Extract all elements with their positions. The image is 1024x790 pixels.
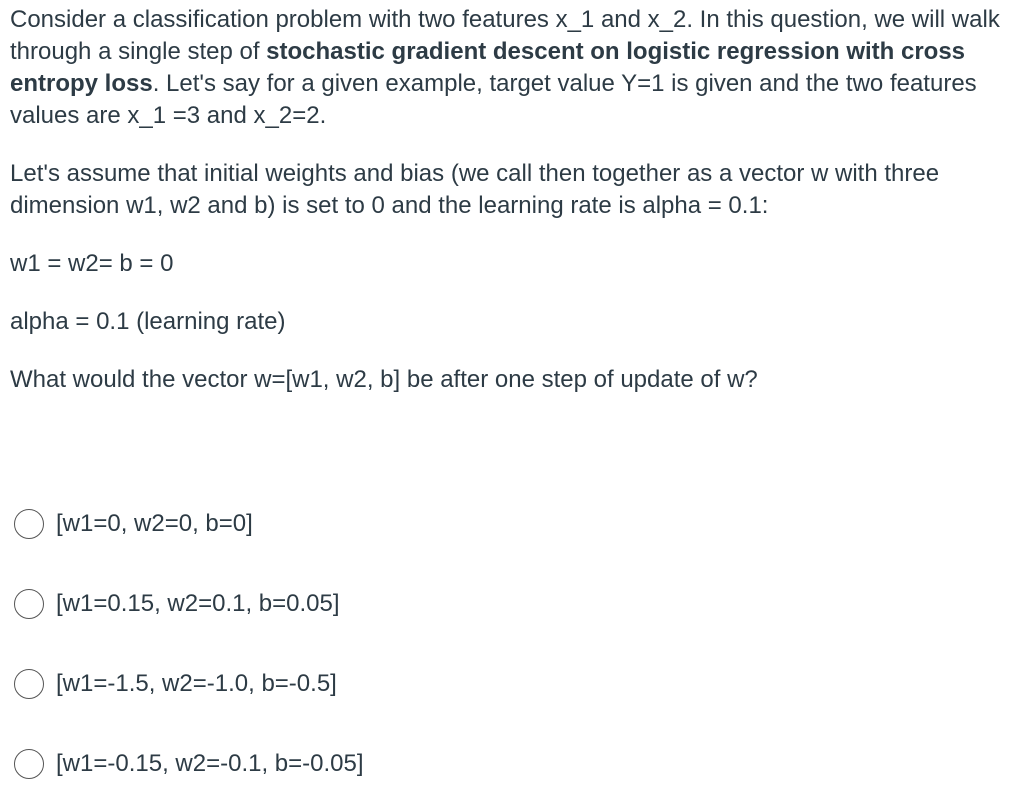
question-paragraph-weights: Let's assume that initial weights and bias (we call then together as a vector w with three dimension w1, w2 and b) is set to 0 and the learning rate is alpha = 0.1: xyxy=(10,160,940,219)
answer-label: [w1=-0.15, w2=-0.1, b=-0.05] xyxy=(56,750,364,777)
answer-option-3[interactable] xyxy=(14,664,914,704)
question-paragraph-intro xyxy=(10,4,1010,132)
radio-button-icon[interactable] xyxy=(14,669,44,699)
intro-text-end: . Let's say for a given example, target value Y=1 is given and the two features values are x_1 =3 and x_2=2. xyxy=(10,70,977,129)
answer-options xyxy=(14,504,914,790)
question-paragraph-init: w1 = w2= b = 0 xyxy=(10,250,174,277)
answer-option-4[interactable] xyxy=(14,744,914,784)
answer-label: [w1=0.15, w2=0.1, b=0.05] xyxy=(56,590,340,617)
answer-option-1[interactable] xyxy=(14,504,914,544)
radio-button-icon[interactable] xyxy=(14,509,44,539)
intro-bold-text: stochastic gradient descent on logistic regression with cross entropy loss xyxy=(10,38,966,97)
answer-label: [w1=-1.5, w2=-1.0, b=-0.5] xyxy=(56,670,337,697)
radio-button-icon[interactable] xyxy=(14,589,44,619)
question-text xyxy=(10,4,1010,396)
answer-option-2[interactable] xyxy=(14,584,914,624)
question-paragraph-alpha: alpha = 0.1 (learning rate) xyxy=(10,308,286,335)
question-prompt: What would the vector w=[w1, w2, b] be after one step of update of w? xyxy=(10,366,758,393)
intro-text-start: Consider a classification problem with two features x_1 and x_2. In this question, we will walk through a single step of xyxy=(10,6,1000,65)
answer-label: [w1=0, w2=0, b=0] xyxy=(56,510,253,537)
radio-button-icon[interactable] xyxy=(14,749,44,779)
